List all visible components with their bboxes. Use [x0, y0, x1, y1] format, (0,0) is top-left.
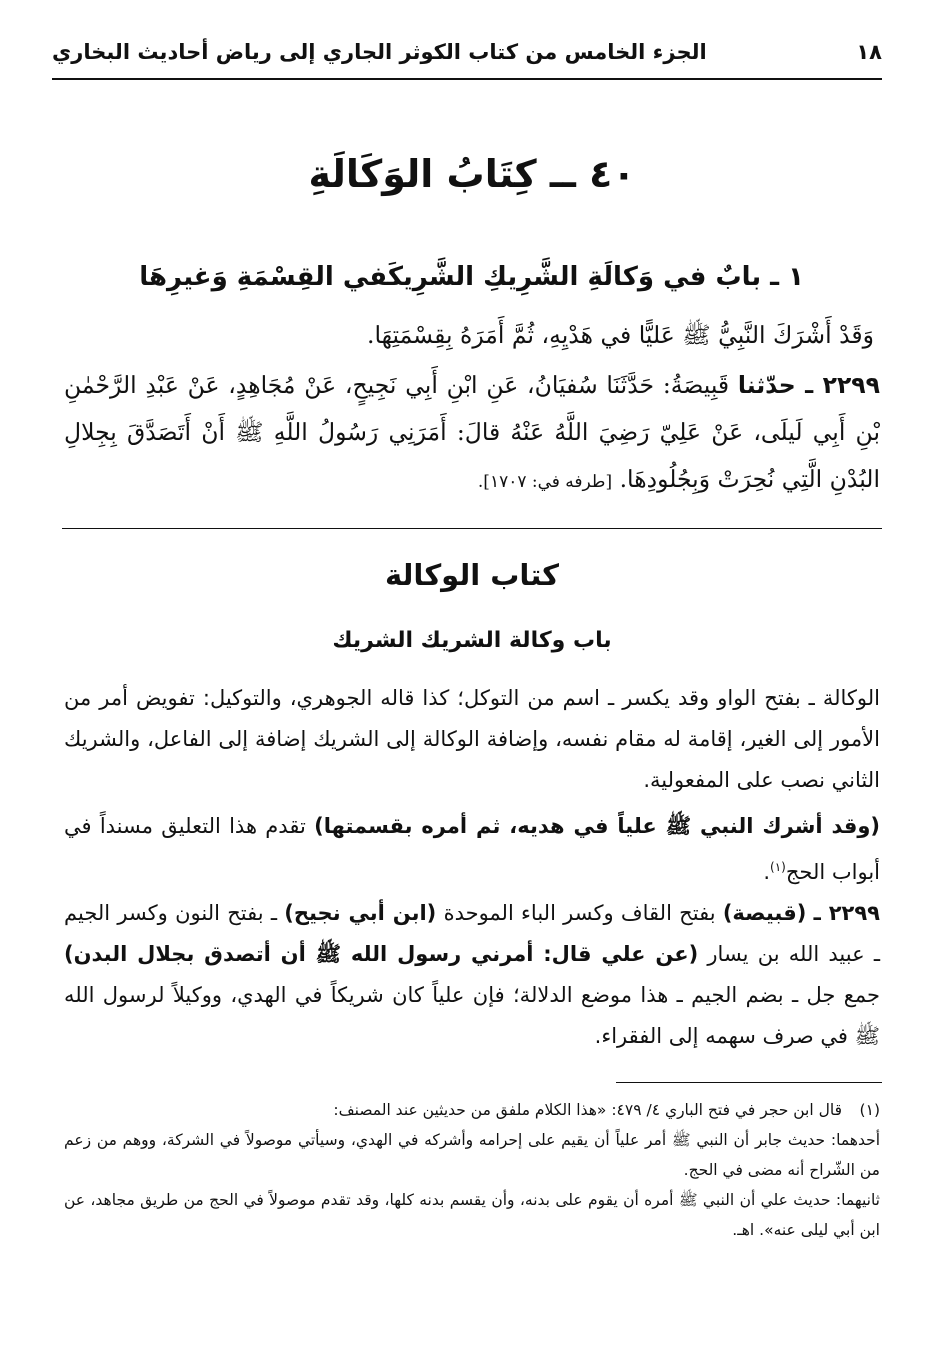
running-title: الجزء الخامس من كتاب الكوثر الجاري إلى رياض أحاديث البخاري	[52, 40, 707, 64]
book-title: ٤٠ ــ كِتَابُ الوَكَالَةِ	[308, 152, 636, 196]
sharh-text: تقدم هذا التعليق مسنداً في أبواب الحج	[64, 814, 880, 884]
footnote-line: أحدهما: حديث جابر أن النبي ﷺ أمر علياً أن يقيم على إحرامه وأشركه في الهدي، وسيأتي موصولاً في الشركة، ووهم من زعم من الشّراح أنه مضى في الحج.	[64, 1131, 880, 1179]
hadith-text: قَبِيصَةُ: حَدَّثَنَا سُفيَانُ، عَنِ ابْنِ أَبِي نَجِيحٍ، عَنْ مُجَاهِدٍ، عَنْ عَبْدِ الرَّحْمٰنِ بْنِ أَبِي لَيلَى، عَنْ عَلِيّ رَضِيَ اللَّهُ عَنْهُ قالَ: أَمَرَنِي رَسُولُ اللَّهِ ﷺ أَنْ أَتَصَدَّقَ بِجِلالِ البُدْنِ الَّتِي نُحِرَتْ وَبِجُلُودِهَا.	[64, 371, 880, 493]
taliq-quote: (وقد أشرك النبي ﷺ علياً في هديه، ثم أمره بقسمتها)	[314, 814, 880, 838]
footnote-text: قال ابن حجر في فتح الباري ٤/ ٤٧٩: «هذا الكلام ملفق من حديثين عند المصنف:	[333, 1101, 842, 1119]
taliq-text: وَقَدْ أَشْرَكَ النَّبِيُّ ﷺ عَليًّا في هَدْيِهِ، ثُمَّ أَمَرَهُ بِقِسْمَتِهَا.	[367, 321, 874, 349]
narrator-quote: (قبيصة)	[722, 901, 807, 925]
narrator-quote: (ابن أبي نجيح)	[284, 901, 437, 925]
footnote-rule	[616, 1082, 882, 1083]
sharh-text: ـ بفتح النون وكسر الجيم ـ عبيد الله بن يسار	[64, 901, 880, 966]
sharh-paragraph-1: الوكالة ـ بفتح الواو وقد يكسر ـ اسم من التوكل؛ كذا قاله الجوهري، والتوكيل: تفويض أمر من الأمور إلى الغير، إقامة له مقام نفسه، وإضافة الوكالة إلى الشريك إضافة إلى الفاعل، والشريك الثاني نصب على المفعولية.	[64, 686, 880, 792]
running-header	[52, 32, 882, 72]
sharh-paragraph-3	[64, 893, 880, 1057]
tarf-reference: [طرفه في: ١٧٠٧].	[477, 472, 613, 492]
sharh-text: بفتح القاف وكسر الباء الموحدة	[443, 901, 716, 925]
hadith-number: ٢٢٩٩ ـ حدّثنا	[737, 371, 880, 399]
sharh-book-title: كتاب الوكالة	[384, 558, 560, 592]
bab-heading: ١ ـ بابٌ في وَكالَةِ الشَّرِيكِ الشَّرِيكَفي القِسْمَةِ وَغيرِهَا	[139, 262, 804, 292]
section-divider	[62, 528, 882, 529]
footnote	[64, 1095, 880, 1245]
header-rule	[52, 78, 882, 80]
footnote-line: ثانيهما: حديث علي أن النبي ﷺ أمره أن يقوم على بدنه، وأن يقسم بدنه كلها، وقد تقدم موصولاً في الحج من طريق مجاهد، عن ابن أبي ليلى عنه». اهـ.	[64, 1191, 880, 1239]
hadith-quote: (عن علي قال: أمرني رسول الله ﷺ أن أتصدق بجلال البدن)	[64, 942, 699, 966]
sharh-text: جمع جل ـ بضم الجيم ـ هذا موضع الدلالة؛ فإن علياً كان شريكاً في الهدي، ووكيلاً لرسول الله ﷺ في صرف سهمه إلى الفقراء.	[64, 983, 880, 1048]
hadith-paragraph	[64, 362, 880, 506]
sharh-paragraph-2: (وقد أشرك النبي ﷺ علياً في هديه، ثم أمره بقسمتها) تقدم هذا التعليق مسنداً في أبواب الحج$^{(١)}$.	[64, 814, 880, 884]
hadith-number: ٢٢٩٩ ـ	[813, 901, 880, 925]
footnote-ref[interactable]: (١)	[770, 860, 786, 874]
sharh-bab-title: باب وكالة الشريك الشريك	[332, 628, 612, 653]
footnote-line	[64, 1095, 880, 1125]
page-number: ١٨	[856, 40, 882, 64]
footnote-number: (١)	[859, 1101, 880, 1119]
